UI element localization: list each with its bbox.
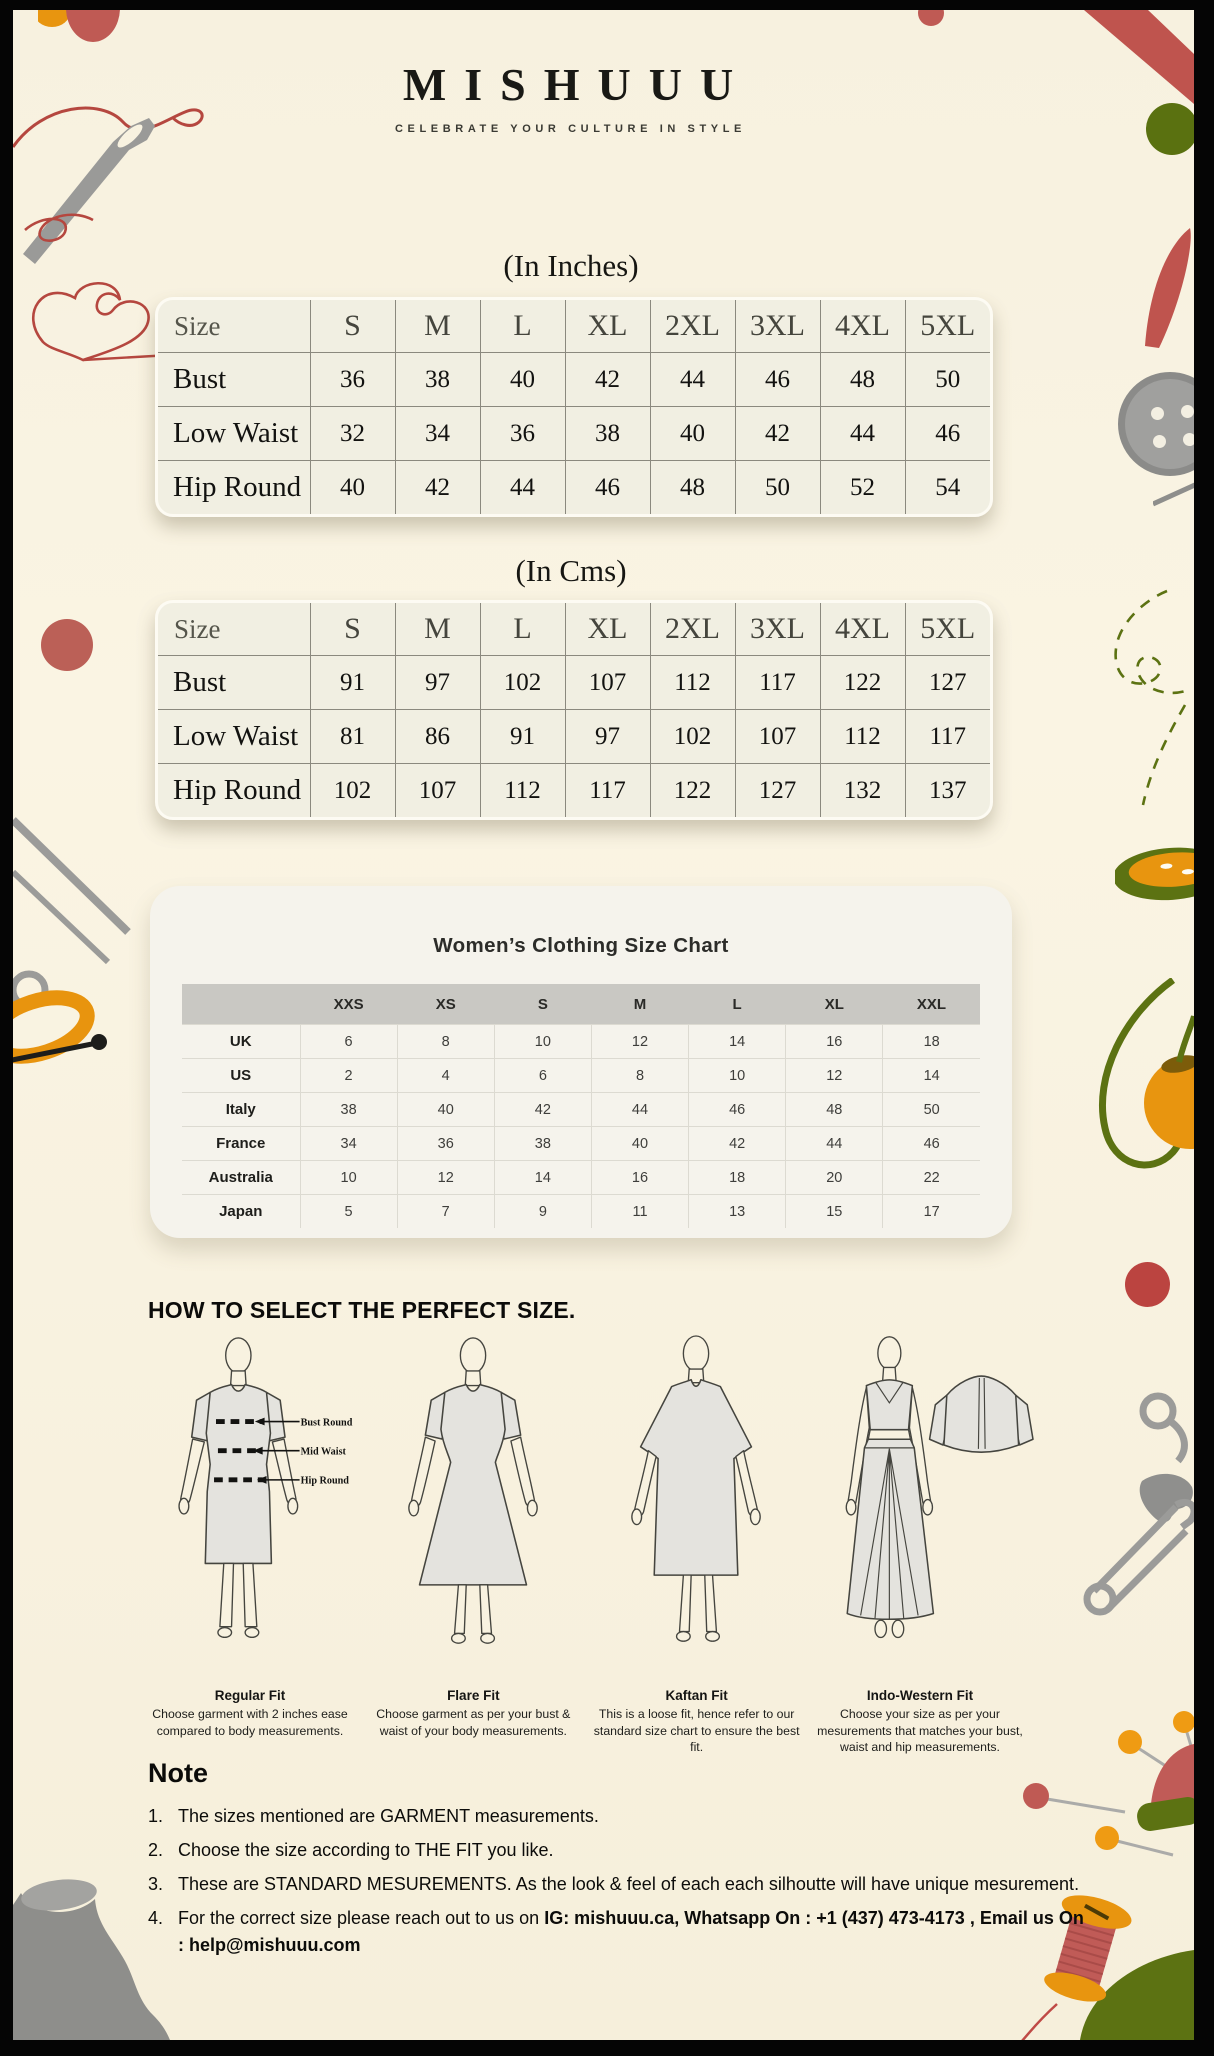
size-value-cell: 50 [735, 461, 820, 515]
size-value-cell: 5 [300, 1195, 397, 1229]
womens-size-chart-card [150, 886, 1012, 1238]
size-value-cell: 36 [397, 1127, 494, 1161]
size-value-cell: 107 [565, 656, 650, 710]
note-item: Choose the size according to THE FIT you like. [178, 1840, 554, 1860]
fit-description: Choose garment with 2 inches ease compared to body measurements. [152, 1707, 348, 1738]
disc-button-icon [1115, 846, 1194, 904]
brand-tagline: CELEBRATE YOUR CULTURE IN STYLE [395, 123, 746, 135]
size-value-cell: 112 [480, 764, 565, 818]
size-value-cell: 46 [689, 1093, 786, 1127]
needle-icon [1153, 476, 1194, 508]
size-value-cell: 36 [480, 407, 565, 461]
size-value-cell: 10 [300, 1161, 397, 1195]
size-value-cell: 46 [565, 461, 650, 515]
column-header: 3XL [735, 603, 820, 656]
size-value-cell: 7 [397, 1195, 494, 1229]
size-value-cell: 18 [883, 1025, 980, 1059]
size-value-cell: 112 [650, 656, 735, 710]
fit-name: Regular Fit [214, 1688, 286, 1703]
table-row [158, 656, 990, 710]
red-dot-icon [41, 619, 93, 671]
column-header: 2XL [650, 603, 735, 656]
table-row [182, 1025, 980, 1059]
cms-table-card [155, 600, 993, 820]
column-header: S [494, 984, 591, 1025]
size-value-cell: 42 [565, 353, 650, 407]
size-value-cell: 18 [689, 1161, 786, 1195]
size-value-cell: 107 [395, 764, 480, 818]
inches-table-card [155, 297, 993, 517]
column-header: XXS [300, 984, 397, 1025]
size-value-cell: 14 [494, 1161, 591, 1195]
column-header: 5XL [905, 603, 990, 656]
size-value-cell: 10 [689, 1059, 786, 1093]
hip-round-label: Hip Round [300, 1475, 349, 1487]
table-row [158, 710, 990, 764]
size-value-cell: 22 [883, 1161, 980, 1195]
brand-header [13, 58, 1123, 135]
table-row [158, 764, 990, 818]
row-label: France [182, 1127, 300, 1161]
fit-description: Choose garment as per your bust & waist of your body measurements. [376, 1707, 571, 1738]
kaftan-fit-figure-icon [592, 1332, 801, 1653]
size-value-cell: 117 [735, 656, 820, 710]
column-header: 4XL [820, 603, 905, 656]
bangle-and-pin-icon [13, 985, 123, 1089]
size-value-cell: 86 [395, 710, 480, 764]
size-value-cell: 44 [591, 1093, 688, 1127]
size-value-cell: 6 [300, 1025, 397, 1059]
size-value-cell: 16 [591, 1161, 688, 1195]
fit-name: Kaftan Fit [665, 1688, 728, 1703]
scissors-icon [13, 810, 143, 1010]
fit-block-indo-western [809, 1332, 1031, 1756]
poster-canvas [13, 10, 1194, 2040]
note-section [148, 1758, 1088, 1966]
column-header: XXL [883, 984, 980, 1025]
corner-blobs-icon [38, 10, 133, 52]
size-value-cell: 38 [300, 1093, 397, 1127]
row-label: Hip Round [158, 461, 310, 515]
brand-logo: MISHUUU [402, 59, 752, 110]
row-label: Low Waist [158, 710, 310, 764]
size-value-cell: 102 [480, 656, 565, 710]
size-value-cell: 40 [397, 1093, 494, 1127]
note-list [148, 1803, 1088, 1959]
size-value-cell: 38 [494, 1127, 591, 1161]
note-item: For the correct size please reach out to us on IG: mishuuu.ca, Whatsapp On : +1 (437) 473-4173 , Email us On : help@mishuuu.com [178, 1908, 1084, 1955]
size-value-cell: 42 [689, 1127, 786, 1161]
column-header: 4XL [820, 300, 905, 353]
size-value-cell: 34 [300, 1127, 397, 1161]
size-value-cell: 8 [397, 1025, 494, 1059]
size-value-cell: 50 [905, 353, 990, 407]
bust-round-label: Bust Round [300, 1417, 352, 1429]
table-row [158, 353, 990, 407]
table-row [182, 1093, 980, 1127]
regular-fit-figure-icon [146, 1332, 355, 1653]
fit-block-kaftan [586, 1332, 808, 1756]
size-value-cell: 12 [786, 1059, 883, 1093]
size-value-cell: 102 [310, 764, 395, 818]
column-header: XL [565, 300, 650, 353]
table-row [158, 407, 990, 461]
vine-berry-icon [1085, 978, 1194, 1196]
fit-figures-row [139, 1332, 1031, 1756]
size-value-cell: 13 [689, 1195, 786, 1229]
size-value-cell: 40 [480, 353, 565, 407]
fit-block-flare [362, 1332, 584, 1756]
row-label: UK [182, 1025, 300, 1059]
column-header: XL [565, 603, 650, 656]
size-value-cell: 2 [300, 1059, 397, 1093]
fit-name: Flare Fit [447, 1688, 500, 1703]
size-value-cell: 42 [494, 1093, 591, 1127]
size-value-cell: 14 [883, 1059, 980, 1093]
row-label: Bust [158, 656, 310, 710]
column-header: 3XL [735, 300, 820, 353]
note-item: These are STANDARD MESUREMENTS. As the look & feel of each each silhoutte will have unique mesurement. [178, 1874, 1080, 1894]
size-value-cell: 46 [883, 1127, 980, 1161]
header-row [158, 300, 990, 353]
size-value-cell: 48 [820, 353, 905, 407]
row-label: US [182, 1059, 300, 1093]
size-value-cell: 97 [565, 710, 650, 764]
indo-western-fit-figure-icon [805, 1332, 1035, 1648]
size-value-cell: 38 [395, 353, 480, 407]
mid-waist-label: Mid Waist [300, 1446, 346, 1458]
size-value-cell: 127 [905, 656, 990, 710]
size-value-cell: 48 [786, 1093, 883, 1127]
size-value-cell: 122 [820, 656, 905, 710]
button-icon [1118, 372, 1194, 476]
size-value-cell: 11 [591, 1195, 688, 1229]
column-header: M [591, 984, 688, 1025]
size-value-cell: 97 [395, 656, 480, 710]
size-value-cell: 50 [883, 1093, 980, 1127]
size-value-cell: 44 [480, 461, 565, 515]
fit-description: This is a loose fit, hence refer to our standard size chart to ensure the best fit. [593, 1707, 800, 1755]
size-value-cell: 91 [480, 710, 565, 764]
size-value-cell: 44 [820, 407, 905, 461]
leaf-icon [1143, 228, 1194, 348]
size-value-cell: 137 [905, 764, 990, 818]
size-value-cell: 122 [650, 764, 735, 818]
size-value-cell: 81 [310, 710, 395, 764]
size-value-cell: 112 [820, 710, 905, 764]
cms-size-table [158, 603, 990, 817]
size-value-cell: 102 [650, 710, 735, 764]
fit-section-heading: HOW TO SELECT THE PERFECT SIZE. [148, 1297, 576, 1323]
womens-size-chart-table [182, 984, 980, 1228]
note-item: The sizes mentioned are GARMENT measurements. [178, 1806, 599, 1826]
size-value-cell: 46 [905, 407, 990, 461]
inches-table-title: (In Inches) [503, 248, 639, 283]
size-value-cell: 132 [820, 764, 905, 818]
table-row [158, 461, 990, 515]
table-row [182, 1127, 980, 1161]
safety-pin-icon [1080, 1385, 1194, 1630]
table-row [182, 1195, 980, 1229]
size-value-cell: 15 [786, 1195, 883, 1229]
size-value-cell: 4 [397, 1059, 494, 1093]
size-value-cell: 54 [905, 461, 990, 515]
size-value-cell: 38 [565, 407, 650, 461]
stitch-heart-icon [1103, 585, 1194, 810]
size-value-cell: 52 [820, 461, 905, 515]
header-row [158, 603, 990, 656]
size-value-cell: 40 [650, 407, 735, 461]
size-value-cell: 9 [494, 1195, 591, 1229]
size-value-cell: 6 [494, 1059, 591, 1093]
size-value-cell: 12 [397, 1161, 494, 1195]
table-row [182, 1161, 980, 1195]
row-label: Australia [182, 1161, 300, 1195]
size-value-cell: 91 [310, 656, 395, 710]
womens-size-chart-title: Women’s Clothing Size Chart [433, 934, 729, 957]
column-header: M [395, 300, 480, 353]
size-value-cell: 16 [786, 1025, 883, 1059]
size-value-cell: 107 [735, 710, 820, 764]
column-header [182, 984, 300, 1025]
size-value-cell: 48 [650, 461, 735, 515]
size-value-cell: 42 [395, 461, 480, 515]
contact-info: IG: mishuuu.ca, Whatsapp On : +1 (437) 473-4173 , Email us On : help@mishuuu.com [178, 1908, 1084, 1955]
size-value-cell: 8 [591, 1059, 688, 1093]
column-header: 5XL [905, 300, 990, 353]
size-value-cell: 32 [310, 407, 395, 461]
column-header: L [689, 984, 786, 1025]
size-value-cell: 17 [883, 1195, 980, 1229]
fit-name: Indo-Western Fit [866, 1688, 974, 1703]
flare-fit-figure-icon [369, 1332, 578, 1653]
size-value-cell: 44 [650, 353, 735, 407]
olive-circle-icon [1146, 103, 1194, 155]
column-header: M [395, 603, 480, 656]
table-row [182, 1059, 980, 1093]
note-heading: Note [148, 1758, 208, 1788]
column-header: S [310, 603, 395, 656]
column-header: XS [397, 984, 494, 1025]
size-value-cell: 40 [591, 1127, 688, 1161]
size-value-cell: 127 [735, 764, 820, 818]
column-header: Size [158, 300, 310, 353]
inches-size-table [158, 300, 990, 514]
cms-table-title: (In Cms) [515, 553, 627, 588]
size-value-cell: 14 [689, 1025, 786, 1059]
red-dot-icon [1125, 1262, 1170, 1307]
header-row [182, 984, 980, 1025]
red-dot-icon [918, 10, 944, 26]
size-value-cell: 46 [735, 353, 820, 407]
column-header: Size [158, 603, 310, 656]
fit-description: Choose your size as per your mesurements that matches your bust, waist and hip measurements. [817, 1707, 1023, 1755]
row-label: Low Waist [158, 407, 310, 461]
size-value-cell: 10 [494, 1025, 591, 1059]
column-header: 2XL [650, 300, 735, 353]
column-header: XL [786, 984, 883, 1025]
size-value-cell: 44 [786, 1127, 883, 1161]
row-label: Italy [182, 1093, 300, 1127]
row-label: Hip Round [158, 764, 310, 818]
size-value-cell: 117 [905, 710, 990, 764]
column-header: L [480, 603, 565, 656]
size-value-cell: 36 [310, 353, 395, 407]
column-header: S [310, 300, 395, 353]
column-header: L [480, 300, 565, 353]
size-value-cell: 117 [565, 764, 650, 818]
fit-block-regular [139, 1332, 361, 1756]
row-label: Bust [158, 353, 310, 407]
size-value-cell: 42 [735, 407, 820, 461]
size-value-cell: 34 [395, 407, 480, 461]
size-value-cell: 12 [591, 1025, 688, 1059]
size-value-cell: 20 [786, 1161, 883, 1195]
row-label: Japan [182, 1195, 300, 1229]
size-value-cell: 40 [310, 461, 395, 515]
